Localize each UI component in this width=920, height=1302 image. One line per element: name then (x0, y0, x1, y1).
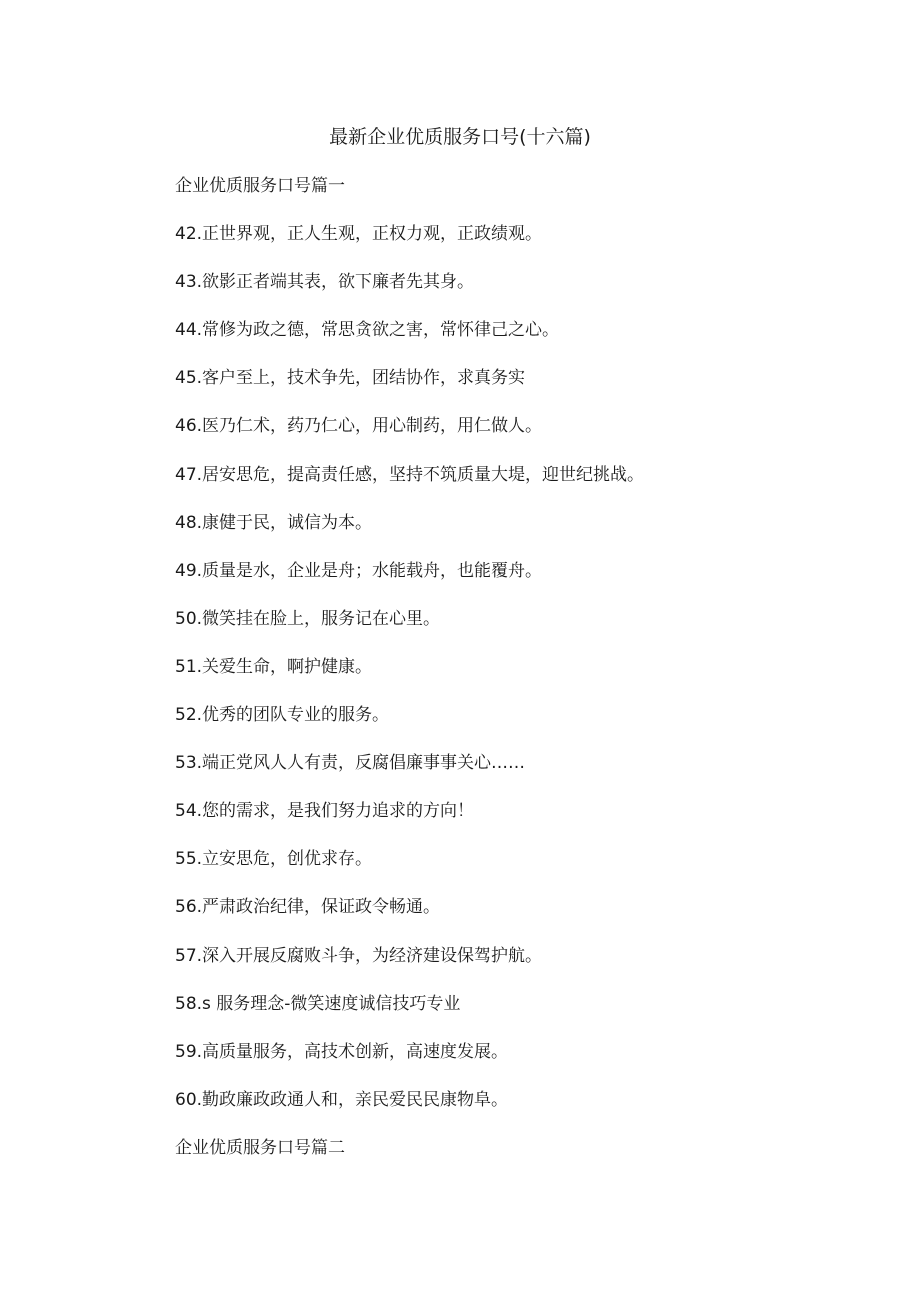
slogan-line: 50.微笑挂在脸上，服务记在心里。 (175, 608, 441, 629)
slogan-line: 46.医乃仁术，药乃仁心，用心制药，用仁做人。 (175, 416, 543, 437)
slogan-line: 51.关爱生命，啊护健康。 (175, 656, 373, 677)
slogan-line: 57.深入开展反腐败斗争，为经济建设保驾护航。 (175, 945, 543, 966)
slogan-line: 55.立安思危，创优求存。 (175, 849, 373, 870)
slogan-line: 60.勤政廉政政通人和，亲民爱民民康物阜。 (175, 1089, 509, 1110)
document-body (175, 173, 875, 1183)
slogan-line: 48.康健于民，诚信为本。 (175, 512, 373, 533)
slogan-line: 56.严肃政治纪律，保证政令畅通。 (175, 897, 441, 918)
slogan-line: 49.质量是水，企业是舟；水能载舟，也能覆舟。 (175, 560, 543, 581)
slogan-line: 47.居安思危，提高责任感，坚持不筑质量大堤，迎世纪挑战。 (175, 464, 645, 485)
section-heading: 企业优质服务口号篇二 (175, 1137, 345, 1158)
slogan-line: 52.优秀的团队专业的服务。 (175, 705, 390, 726)
slogan-line: 59.高质量服务，高技术创新，高速度发展。 (175, 1041, 509, 1062)
slogan-line: 54.您的需求，是我们努力追求的方向！ (175, 801, 475, 822)
slogan-line: 42.正世界观，正人生观，正权力观，正政绩观。 (175, 224, 543, 245)
slogan-line: 58.s 服务理念-微笑速度诚信技巧专业 (175, 993, 461, 1014)
document-title: 最新企业优质服务口号(十六篇) (329, 126, 591, 148)
section-heading: 企业优质服务口号篇一 (175, 176, 345, 196)
slogan-line: 53.端正党风人人有责，反腐倡廉事事关心…… (175, 753, 526, 774)
slogan-line: 43.欲影正者端其表，欲下廉者先其身。 (175, 272, 475, 293)
slogan-line: 45.客户至上，技术争先，团结协作，求真务实 (175, 368, 526, 389)
slogan-line: 44.常修为政之德，常思贪欲之害，常怀律己之心。 (175, 320, 560, 341)
